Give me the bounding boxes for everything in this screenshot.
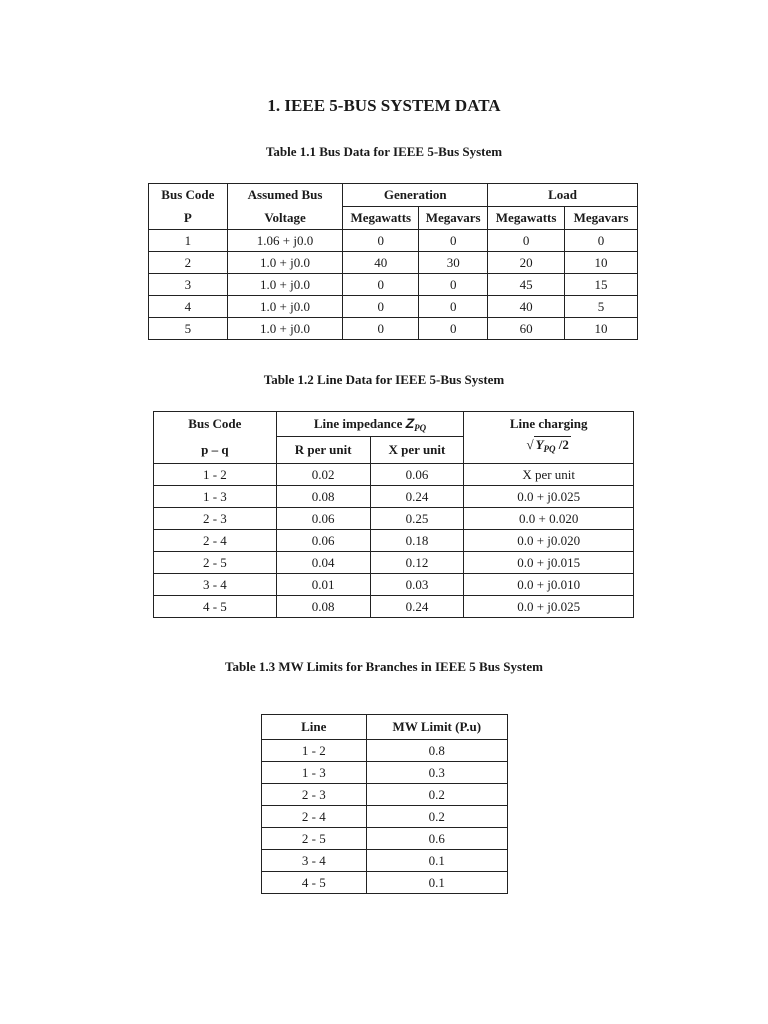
table-cell: 40 xyxy=(488,296,565,318)
assumed-bus-header: Assumed Bus xyxy=(227,184,343,207)
table-cell: X per unit xyxy=(464,464,634,486)
table-cell: 2 - 5 xyxy=(262,828,367,850)
table-cell: 1 - 2 xyxy=(154,464,277,486)
table-cell: 1.0 + j0.0 xyxy=(227,274,343,296)
table-row xyxy=(149,230,638,252)
table-row xyxy=(262,828,508,850)
generation-header: Generation xyxy=(343,184,488,207)
table-cell: 0.12 xyxy=(370,552,464,574)
table-row xyxy=(262,872,508,894)
table-cell: 0.06 xyxy=(276,530,370,552)
table-cell: 5 xyxy=(565,296,638,318)
table-cell: 40 xyxy=(343,252,419,274)
table-cell: 20 xyxy=(488,252,565,274)
table-cell: 0.24 xyxy=(370,486,464,508)
table-row xyxy=(154,552,634,574)
table-cell: 1.0 + j0.0 xyxy=(227,318,343,340)
table-cell: 5 xyxy=(149,318,228,340)
table-cell: 3 - 4 xyxy=(154,574,277,596)
table-cell: 60 xyxy=(488,318,565,340)
table-row xyxy=(262,762,508,784)
radicand xyxy=(534,436,571,452)
table-cell: 0.3 xyxy=(366,762,507,784)
table-row xyxy=(262,806,508,828)
table-cell: 1 - 2 xyxy=(262,740,367,762)
table-cell: 30 xyxy=(419,252,488,274)
x-per-unit-header: X per unit xyxy=(370,437,464,464)
table-cell: 0 xyxy=(565,230,638,252)
table3-caption: Table 1.3 MW Limits for Branches in IEEE 5 Bus System xyxy=(225,659,543,674)
gen-megawatts-header: Megawatts xyxy=(343,207,419,230)
y-subscript: PQ xyxy=(543,443,556,454)
y-symbol: Y xyxy=(535,436,544,452)
table-cell: 0.08 xyxy=(276,596,370,618)
line-charging-header: Line charging xyxy=(464,412,634,437)
table-cell: 0.0 + 0.020 xyxy=(464,508,634,530)
table-row xyxy=(154,486,634,508)
table-cell: 0.0 + j0.025 xyxy=(464,486,634,508)
line-charging-formula xyxy=(464,437,634,464)
table-cell: 2 - 5 xyxy=(154,552,277,574)
table-row xyxy=(149,274,638,296)
table-cell: 0.02 xyxy=(276,464,370,486)
table-row xyxy=(154,508,634,530)
sqrt-symbol: √ xyxy=(526,436,534,452)
r-per-unit-header: R per unit xyxy=(276,437,370,464)
z-subscript: PQ xyxy=(414,423,427,433)
table-row xyxy=(262,850,508,872)
table-cell: 1 - 3 xyxy=(154,486,277,508)
table-cell: 0.01 xyxy=(276,574,370,596)
table-cell: 0.0 + j0.015 xyxy=(464,552,634,574)
bus-data-table xyxy=(148,183,638,340)
table-cell: 2 - 3 xyxy=(154,508,277,530)
table-cell: 0 xyxy=(419,230,488,252)
table-cell: 0.03 xyxy=(370,574,464,596)
table-cell: 2 - 4 xyxy=(262,806,367,828)
table-cell: 0.1 xyxy=(366,850,507,872)
table-cell: 0.25 xyxy=(370,508,464,530)
table-cell: 0 xyxy=(343,318,419,340)
table-cell: 10 xyxy=(565,318,638,340)
load-megavars-header: Megavars xyxy=(565,207,638,230)
table-row xyxy=(262,740,508,762)
table-cell: 0.06 xyxy=(276,508,370,530)
table-cell: 0.18 xyxy=(370,530,464,552)
line-impedance-label: Line impedance xyxy=(313,416,406,431)
table-cell: 0.24 xyxy=(370,596,464,618)
table-row xyxy=(149,318,638,340)
load-megawatts-header: Megawatts xyxy=(488,207,565,230)
table-cell: 4 - 5 xyxy=(154,596,277,618)
bus-code-header: Bus Code xyxy=(149,184,228,207)
table-cell: 0 xyxy=(488,230,565,252)
table-cell: 15 xyxy=(565,274,638,296)
load-header: Load xyxy=(488,184,638,207)
table-cell: 2 xyxy=(149,252,228,274)
table-cell: 0 xyxy=(343,274,419,296)
table-cell: 0.0 + j0.010 xyxy=(464,574,634,596)
table-cell: 0.6 xyxy=(366,828,507,850)
line-impedance-header xyxy=(276,412,464,437)
table-row xyxy=(149,296,638,318)
table-cell: 0.0 + j0.020 xyxy=(464,530,634,552)
table-cell: 0 xyxy=(343,296,419,318)
gen-megavars-header: Megavars xyxy=(419,207,488,230)
bus-code-header: Bus Code xyxy=(154,412,277,437)
table-cell: 0 xyxy=(419,274,488,296)
mw-limit-header: MW Limit (P.u) xyxy=(366,715,507,740)
page-heading: 1. IEEE 5-BUS SYSTEM DATA xyxy=(267,96,501,115)
table-row xyxy=(262,784,508,806)
table-cell: 0.1 xyxy=(366,872,507,894)
table-cell: 1.0 + j0.0 xyxy=(227,296,343,318)
line-data-table xyxy=(153,411,634,618)
table-cell: 1.06 + j0.0 xyxy=(227,230,343,252)
table-cell: 0.04 xyxy=(276,552,370,574)
table-cell: 3 xyxy=(149,274,228,296)
table-cell: 0.08 xyxy=(276,486,370,508)
table-cell: 4 xyxy=(149,296,228,318)
voltage-subheader: Voltage xyxy=(227,207,343,230)
table-row xyxy=(154,464,634,486)
table2-caption: Table 1.2 Line Data for IEEE 5-Bus System xyxy=(263,372,505,387)
table-cell: 45 xyxy=(488,274,565,296)
table-row xyxy=(154,530,634,552)
table1-caption: Table 1.1 Bus Data for IEEE 5-Bus System xyxy=(265,144,503,159)
table-cell: 0.0 + j0.025 xyxy=(464,596,634,618)
table-cell: 2 - 4 xyxy=(154,530,277,552)
table-cell: 4 - 5 xyxy=(262,872,367,894)
table-cell: 0.2 xyxy=(366,806,507,828)
table-row xyxy=(154,596,634,618)
y-divisor: /2 xyxy=(555,436,569,452)
table-cell: 3 - 4 xyxy=(262,850,367,872)
table-cell: 0.2 xyxy=(366,784,507,806)
bus-code-subheader: P xyxy=(149,207,228,230)
z-symbol: Z xyxy=(405,415,415,431)
table-cell: 0.06 xyxy=(370,464,464,486)
table-cell: 0 xyxy=(343,230,419,252)
table-cell: 1 xyxy=(149,230,228,252)
table-row xyxy=(154,574,634,596)
table-cell: 0 xyxy=(419,296,488,318)
table-cell: 1 - 3 xyxy=(262,762,367,784)
mw-limits-table xyxy=(261,714,508,894)
table-cell: 0.8 xyxy=(366,740,507,762)
table-cell: 1.0 + j0.0 xyxy=(227,252,343,274)
table-cell: 0 xyxy=(419,318,488,340)
table-cell: 10 xyxy=(565,252,638,274)
table-row xyxy=(149,252,638,274)
line-header: Line xyxy=(262,715,367,740)
bus-code-subheader: p – q xyxy=(154,437,277,464)
table-cell: 2 - 3 xyxy=(262,784,367,806)
